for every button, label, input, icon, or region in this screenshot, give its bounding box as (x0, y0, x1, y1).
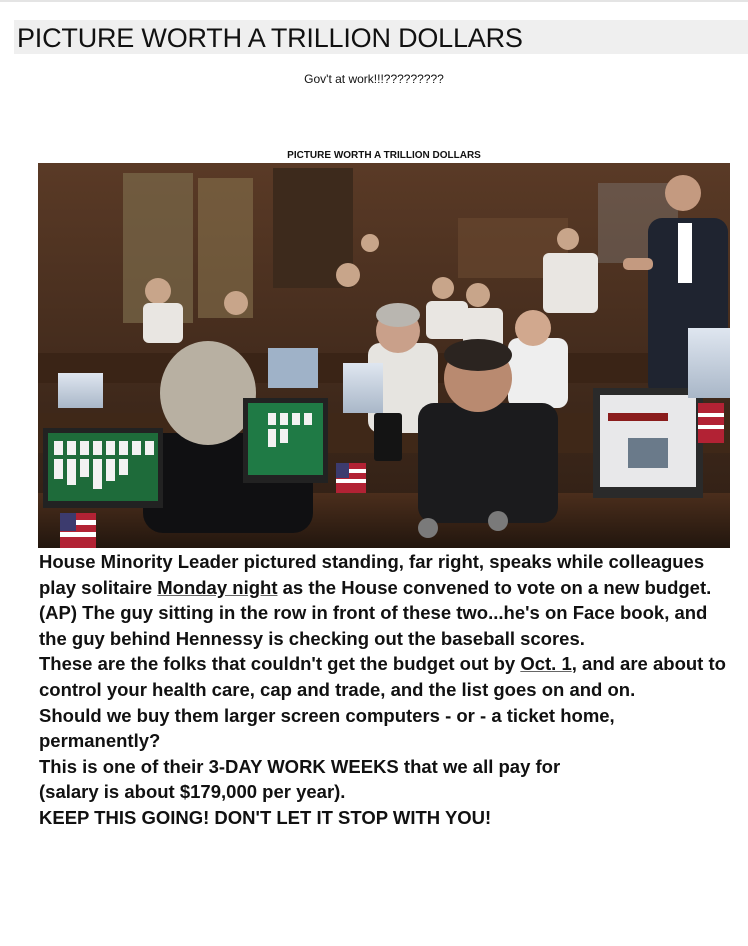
title-bar (14, 20, 748, 54)
monday-night-link[interactable]: Monday night (157, 576, 278, 598)
chamber-photo (38, 163, 730, 548)
paragraph-1: House Minority Leader pictured standing, far right, speaks while colleagues play solitaire Monday night as the House convened to vote on a new budget. (39, 551, 712, 598)
oct-1-link[interactable]: Oct. 1 (520, 653, 572, 675)
paragraph-4: Should we buy them larger screen computers - or - a ticket home, permanently? (39, 704, 615, 752)
paragraph-6: (salary is about $179,000 per year). (39, 781, 346, 803)
paragraph-5: This is one of their 3-DAY WORK WEEKS that we all pay for (39, 755, 561, 777)
subtitle: Gov't at work!!!????????? (304, 72, 444, 86)
paragraph-7: KEEP THIS GOING! DON'T LET IT STOP WITH YOU! (39, 806, 492, 828)
photo-caption: PICTURE WORTH A TRILLION DOLLARS (287, 150, 481, 161)
paragraph-2: (AP) The guy sitting in the row in front of these two...he's on Face book, and the guy behind Hennessy is checking out the baseball scores. (39, 602, 708, 649)
article-body (39, 549, 739, 831)
top-divider (0, 0, 748, 2)
page-title: PICTURE WORTH A TRILLION DOLLARS (17, 23, 523, 53)
paragraph-3: These are the folks that couldn't get the budget out by Oct. 1, and are about to control your health care, cap and trade, and the list goes on and on. (39, 653, 726, 700)
